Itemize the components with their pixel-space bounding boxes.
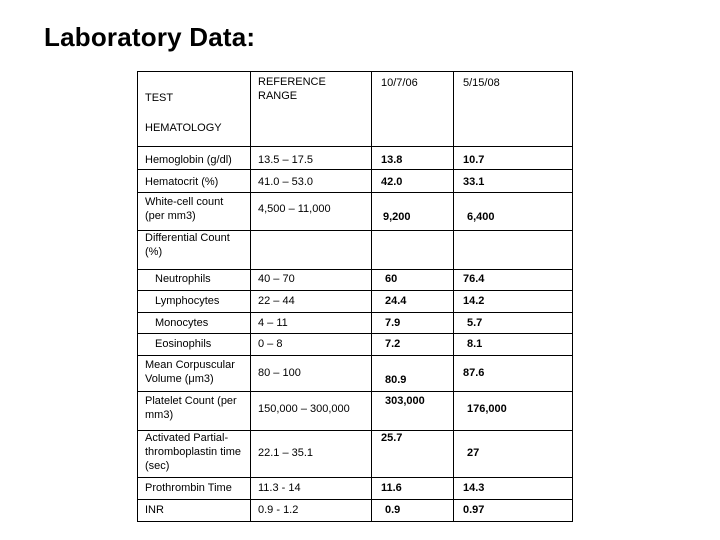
reference-range: 0.9 - 1.2 <box>258 504 299 516</box>
reference-range: 11.3 - 14 <box>258 482 301 494</box>
value-date-2: 14.3 <box>463 482 485 494</box>
header-test: TEST <box>145 92 174 104</box>
page-title: Laboratory Data: <box>44 22 256 52</box>
value-date-1: 42.0 <box>381 176 403 188</box>
value-date-2: 87.6 <box>463 367 485 379</box>
table-border-left <box>137 71 138 522</box>
test-name: Lymphocytes <box>155 295 220 307</box>
value-date-2: 8.1 <box>467 338 483 350</box>
value-date-2: 27 <box>467 447 480 459</box>
section-differential-count: Differential Count (%) <box>145 232 230 258</box>
row-divider <box>137 290 573 291</box>
value-date-2: 76.4 <box>463 273 485 285</box>
value-date-1: 303,000 <box>385 395 425 407</box>
value-date-1: 0.9 <box>385 504 401 516</box>
value-date-2: 14.2 <box>463 295 485 307</box>
test-name: Prothrombin Time <box>145 482 232 494</box>
row-divider <box>137 269 573 270</box>
test-name: Monocytes <box>155 317 209 329</box>
reference-range: 13.5 – 17.5 <box>258 154 314 166</box>
row-divider <box>137 71 573 72</box>
test-name: Platelet Count (per mm3) <box>145 395 237 421</box>
row-divider <box>137 391 573 392</box>
test-name: Hematocrit (%) <box>145 176 219 188</box>
column-divider <box>371 71 372 522</box>
value-date-1: 25.7 <box>381 432 403 444</box>
header-date-1: 10/7/06 <box>381 77 418 89</box>
header-date-2: 5/15/08 <box>463 77 500 89</box>
lab-data-table <box>137 71 573 522</box>
row-divider <box>137 146 573 147</box>
table-border-right <box>572 71 573 522</box>
header-reference-range: REFERENCE RANGE <box>258 76 326 102</box>
value-date-2: 176,000 <box>467 403 507 415</box>
test-name: INR <box>145 504 164 516</box>
value-date-1: 60 <box>385 273 398 285</box>
reference-range: 4 – 11 <box>258 317 288 329</box>
test-name: Eosinophils <box>155 338 212 350</box>
reference-range: 4,500 – 11,000 <box>258 203 331 215</box>
test-name: White-cell count (per mm3) <box>145 196 224 222</box>
reference-range: 0 – 8 <box>258 338 283 350</box>
test-name: Hemoglobin (g/dl) <box>145 154 232 166</box>
value-date-1: 11.6 <box>381 482 402 494</box>
value-date-2: 33.1 <box>463 176 485 188</box>
reference-range: 22.1 – 35.1 <box>258 447 314 459</box>
row-divider <box>137 192 573 193</box>
value-date-1: 7.2 <box>385 338 401 350</box>
row-divider <box>137 333 573 334</box>
reference-range: 150,000 – 300,000 <box>258 403 350 415</box>
value-date-2: 10.7 <box>463 154 485 166</box>
value-date-1: 80.9 <box>385 374 407 386</box>
row-divider <box>137 355 573 356</box>
row-divider <box>137 169 573 170</box>
value-date-2: 5.7 <box>467 317 483 329</box>
row-divider <box>137 312 573 313</box>
reference-range: 40 – 70 <box>258 273 295 285</box>
test-name: Activated Partial-thromboplastin time (sec) <box>145 432 241 472</box>
row-divider <box>137 477 573 478</box>
section-hematology: HEMATOLOGY <box>145 122 222 134</box>
value-date-2: 6,400 <box>467 211 495 223</box>
reference-range: 80 – 100 <box>258 367 301 379</box>
row-divider <box>137 499 573 500</box>
reference-range: 41.0 – 53.0 <box>258 176 314 188</box>
value-date-2: 0.97 <box>463 504 485 516</box>
value-date-1: 24.4 <box>385 295 407 307</box>
value-date-1: 9,200 <box>383 211 411 223</box>
reference-range: 22 – 44 <box>258 295 295 307</box>
test-name: Mean Corpuscular Volume (μm3) <box>145 359 235 385</box>
value-date-1: 7.9 <box>385 317 401 329</box>
column-divider <box>250 71 251 522</box>
value-date-1: 13.8 <box>381 154 403 166</box>
column-divider <box>453 71 454 522</box>
table-border-bottom <box>137 521 573 522</box>
test-name: Neutrophils <box>155 273 211 285</box>
